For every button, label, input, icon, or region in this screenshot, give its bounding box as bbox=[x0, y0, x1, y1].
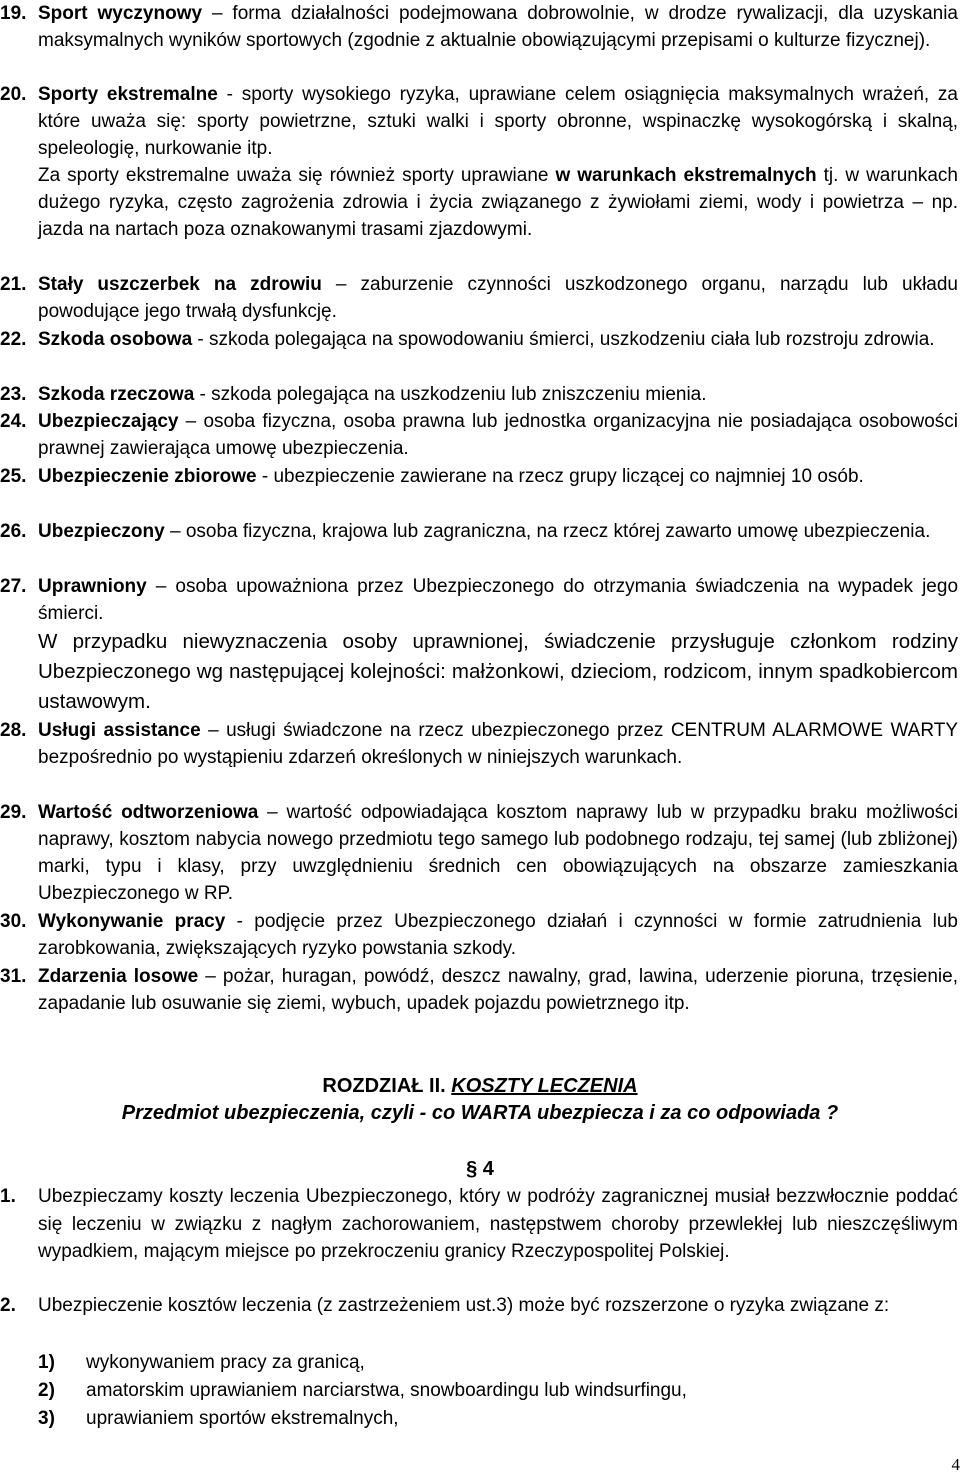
definition-term: Szkoda rzeczowa bbox=[38, 384, 195, 405]
definition-separator: – bbox=[321, 274, 361, 295]
definition-separator: – bbox=[202, 3, 233, 24]
definition-item bbox=[0, 799, 958, 907]
definition-number: 29. bbox=[0, 802, 27, 823]
definition-text: szkoda polegająca na spowodowaniu śmierci, uszkodzeniu ciała lub rozstroju zdrowia. bbox=[209, 329, 935, 350]
definition-item bbox=[0, 908, 958, 962]
paragraph-marker bbox=[0, 1156, 960, 1183]
definition-separator: - bbox=[225, 911, 255, 932]
definition-item bbox=[0, 381, 958, 408]
definition-term: Uprawniony bbox=[38, 576, 147, 597]
definition-item bbox=[0, 271, 958, 325]
definition-term: Szkoda osobowa bbox=[38, 329, 193, 350]
definition-text: forma działalności podejmowana dobrowolnie, w drodze rywalizacji, dla uzyskania maksymalnych wyników sportowych (zgodnie z aktualnie obowiązującymi przepisami o kulturze fizycznej). bbox=[38, 3, 958, 51]
definition-item bbox=[0, 518, 958, 545]
definition-text: szkoda polegająca na uszkodzeniu lub zniszczeniu mienia. bbox=[211, 384, 707, 405]
definition-number: 27. bbox=[0, 576, 27, 597]
definition-term: Sporty ekstremalne bbox=[38, 84, 218, 105]
definition-item bbox=[0, 81, 958, 243]
definition-separator: – bbox=[198, 966, 223, 987]
definition-text: pożar, huragan, powódź, deszcz nawalny, grad, lawina, uderzenie pioruna, trzęsienie, zapadanie lub osuwanie się ziemi, wybuch, upadek pojazdu powietrznego itp. bbox=[38, 966, 959, 1014]
paragraph-marker-text: § 4 bbox=[466, 1158, 494, 1180]
definition-number: 26. bbox=[0, 521, 27, 542]
definition-item bbox=[0, 408, 958, 462]
definition-separator: – bbox=[200, 720, 227, 741]
definition-extra-note: W przypadku niewyznaczenia osoby uprawnionej, świadczenie przysługuje członkom rodziny Ubezpieczonego wg następującej kolejności: małżonkowi, dzieciom, rodzicom, innym spadkobiercom ustawowym. bbox=[38, 630, 958, 713]
definition-term: Ubezpieczenie zbiorowe bbox=[38, 466, 257, 487]
definition-separator: - bbox=[256, 466, 274, 487]
list-marker: 1) bbox=[38, 1352, 55, 1373]
definition-item bbox=[0, 963, 958, 1017]
definition-text: usługi świadczone na rzecz ubezpieczonego przez CENTRUM ALARMOWE WARTY bezpośrednio po wystąpieniu zdarzeń określonych w niniejszych warunkach. bbox=[38, 720, 959, 768]
definition-number: 21. bbox=[0, 274, 27, 295]
chapter-subtitle-text: Przedmiot ubezpieczenia, czyli - co WARTA ubezpiecza i za co odpowiada ? bbox=[121, 1102, 839, 1124]
definition-number: 19. bbox=[0, 3, 27, 24]
list-text: uprawianiem sportów ekstremalnych, bbox=[86, 1408, 399, 1429]
page-number: 4 bbox=[951, 1455, 960, 1474]
definition-text-2: Za sporty ekstremalne uważa się również sporty uprawiane bbox=[38, 165, 556, 186]
list-text: amatorskim uprawianiem narciarstwa, snowboardingu lub windsurfingu, bbox=[86, 1380, 687, 1401]
definition-term: Ubezpieczający bbox=[38, 411, 179, 432]
definition-separator: - bbox=[194, 384, 212, 405]
definition-item bbox=[0, 326, 958, 353]
definition-term: Usługi assistance bbox=[38, 720, 201, 741]
list-item bbox=[38, 1405, 399, 1432]
definition-number: 28. bbox=[0, 720, 27, 741]
chapter-heading bbox=[0, 1073, 960, 1100]
definition-text: ubezpieczenie zawierane na rzecz grupy liczącej co najmniej 10 osób. bbox=[273, 466, 864, 487]
definition-item bbox=[0, 0, 958, 54]
list-item bbox=[38, 1377, 687, 1404]
section-number: 1. bbox=[0, 1186, 16, 1207]
list-item bbox=[38, 1349, 365, 1376]
definition-separator: - bbox=[217, 84, 242, 105]
chapter-label: ROZDZIAŁ II. bbox=[322, 1075, 446, 1097]
definition-item bbox=[0, 573, 958, 717]
definition-term: Wartość odtworzeniowa bbox=[38, 802, 259, 823]
definition-term: Stały uszczerbek na zdrowiu bbox=[38, 274, 322, 295]
section-item bbox=[0, 1292, 958, 1320]
definition-separator: – bbox=[178, 411, 204, 432]
definition-item bbox=[0, 463, 958, 490]
definition-text: zaburzenie czynności uszkodzonego organu, narządu lub układu powodujące jego trwałą dysfunkcję. bbox=[38, 274, 958, 322]
definition-number: 22. bbox=[0, 329, 27, 350]
definition-term: Zdarzenia losowe bbox=[38, 966, 199, 987]
definition-term: Wykonywanie pracy bbox=[38, 911, 226, 932]
definition-separator: – bbox=[146, 576, 176, 597]
definition-separator: – bbox=[164, 521, 186, 542]
section-text: Ubezpieczamy koszty leczenia Ubezpieczonego, który w podróży zagranicznej musiał bezzwłocznie poddać się leczeniu w związku z nagłym zachorowaniem, następstwem choroby przewlekłej lub nieszczęśliwym wypadkiem, mającym miejsce po przekroczeniu granicy Rzeczypospolitej Polskiej. bbox=[38, 1186, 958, 1262]
chapter-title: KOSZTY LECZENIA bbox=[451, 1075, 638, 1097]
definition-number: 30. bbox=[0, 911, 27, 932]
definition-text-2-post: tj. w warunkach dużego ryzyka, często zagrożenia zdrowia i życia związanego z żywiołami ziemi, wody i powietrza – np. jazda na nartach poza oznakowanymi trasami zjazdowymi. bbox=[38, 165, 958, 240]
definition-number: 23. bbox=[0, 384, 27, 405]
section-item bbox=[0, 1183, 958, 1266]
section-text: Ubezpieczenie kosztów leczenia (z zastrzeżeniem ust.3) może być rozszerzone o ryzyka związane z: bbox=[38, 1295, 890, 1316]
definition-separator: – bbox=[258, 802, 287, 823]
definition-number: 25. bbox=[0, 466, 27, 487]
definition-text: podjęcie przez Ubezpieczonego działań i czynności w formie zatrudnienia lub zarobkowania, zwiększających ryzyko powstania szkody. bbox=[38, 911, 958, 959]
list-text: wykonywaniem pracy za granicą, bbox=[86, 1352, 365, 1373]
definition-text: osoba fizyczna, krajowa lub zagraniczna, na rzecz której zawarto umowę ubezpieczenia. bbox=[185, 521, 931, 542]
definition-text-2-bold: w warunkach ekstremalnych bbox=[555, 165, 817, 186]
definition-separator: - bbox=[192, 329, 210, 350]
section-number: 2. bbox=[0, 1295, 16, 1316]
definition-number: 20. bbox=[0, 84, 27, 105]
definition-text: osoba upoważniona przez Ubezpieczonego do otrzymania świadczenia na wypadek jego śmierci. bbox=[38, 576, 959, 624]
definition-term: Sport wyczynowy bbox=[38, 3, 203, 24]
definition-text: wartość odpowiadająca kosztom naprawy lub w przypadku braku możliwości naprawy, kosztom nabycia nowego przedmiotu tego samego lub podobnego rodzaju, tej samej (lub zbliżonej) marki, typu i klasy, przy uwzględnieniu średnich cen obowiązujących na obszarze zamieszkania Ubezpieczonego w RP. bbox=[38, 802, 959, 904]
definition-number: 31. bbox=[0, 966, 27, 987]
definition-item bbox=[0, 717, 958, 771]
chapter-subtitle bbox=[0, 1100, 960, 1127]
definition-text: sporty wysokiego ryzyka, uprawiane celem osiągnięcia maksymalnych wrażeń, za które uważa się: sporty powietrzne, sztuki walki i sporty obronne, wspinaczkę wysokogórską i skalną, speleologię, nurkowanie itp. bbox=[38, 84, 959, 159]
definition-text: osoba fizyczna, osoba prawna lub jednostka organizacyjna nie posiadająca osobowości prawnej zawierająca umowę ubezpieczenia. bbox=[38, 411, 959, 459]
definition-term: Ubezpieczony bbox=[38, 521, 165, 542]
list-marker: 2) bbox=[38, 1380, 55, 1401]
definition-number: 24. bbox=[0, 411, 27, 432]
list-marker: 3) bbox=[38, 1408, 55, 1429]
